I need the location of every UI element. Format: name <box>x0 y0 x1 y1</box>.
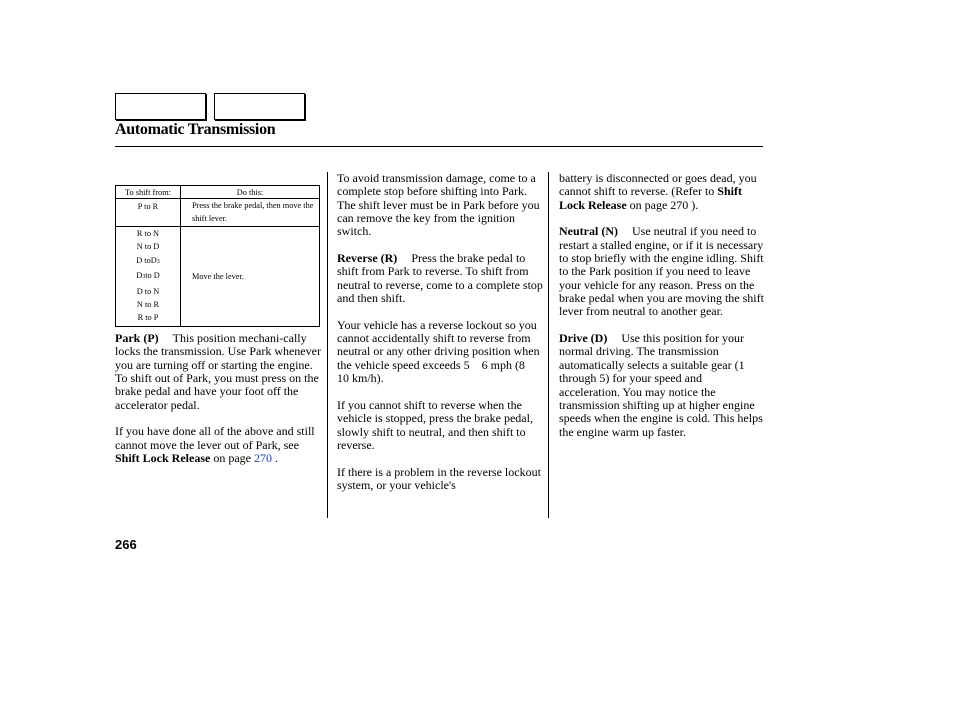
reverse-lockout-paragraph: Your vehicle has a reverse lockout so you cannot accidentally shift to reverse from neutral or any other driving position when the vehicle speed exceeds 5 6 mph (8 10 km/h). <box>337 317 543 386</box>
battery-paragraph: battery is disconnected or goes dead, you cannot shift to reverse. (Refer to Shift Lock Release on page 270 ). <box>559 171 757 212</box>
shift-move: D to N <box>136 286 160 296</box>
nav-button-index[interactable] <box>214 93 305 120</box>
shift-move: N to R <box>136 300 160 310</box>
shift-table <box>115 185 320 327</box>
neutral-paragraph: Neutral (N) Use neutral if you need to restart a stalled engine, or if it is necessary to stop briefly with the engine idling. Shift to the Park position if you need to leave your vehicle for any reason. Press on the brake pedal when you are moving the shift lever from neutral to another gear. <box>559 224 764 319</box>
cannot-shift-paragraph: If you cannot shift to reverse when the vehicle is stopped, press the brake pedal, slowly shift to neutral, and then shift to reverse. <box>337 397 533 452</box>
shift-table-row <box>116 199 320 227</box>
page-number: 266 <box>115 537 137 552</box>
column-divider-left <box>327 172 328 518</box>
column-3 <box>559 172 765 452</box>
shift-table-header-from: To shift from: <box>116 186 181 199</box>
park-heading: Park (P) <box>115 331 159 345</box>
park-damage-paragraph: To avoid transmission damage, come to a complete stop before shifting into Park. The shift lever must be in Park before you can remove the key from the ignition switch. <box>337 171 540 239</box>
shift-action-brake-then-lever: Press the brake pedal, then move the shift lever. <box>181 199 320 227</box>
column-1 <box>115 332 325 479</box>
shift-action-move-lever: Move the lever. <box>181 227 320 327</box>
shift-move: N to D <box>136 242 160 252</box>
shift-from-group <box>116 227 181 327</box>
nav-button-contents[interactable] <box>115 93 206 120</box>
shift-lock-release-ref: Shift Lock Release <box>559 184 742 212</box>
drive-heading: Drive (D) <box>559 331 608 346</box>
drive-paragraph: Drive (D) Use this position for your normal driving. The transmission automatically selects a suitable gear (1 through 5) for your speed and acceleration. You may notice the transmission shifting up at higher engine speeds when the engine is cold. This helps the engine warm up faster. <box>559 331 763 439</box>
shift-table-row <box>116 227 320 327</box>
shift-move: D toD3 <box>136 255 160 265</box>
shift-table-header-row <box>116 186 320 199</box>
park-paragraph <box>115 332 325 412</box>
shift-lock-release-ref: Shift Lock Release <box>115 451 211 466</box>
park-text: This position mechani-cally locks the transmission. Use Park whenever you are turning off or starting the engine. To shift out of Park, you must press on the brake pedal and have your foot off the accelerator pedal. <box>115 331 321 412</box>
column-2 <box>337 172 543 506</box>
column-divider-right <box>548 172 549 518</box>
shift-move: D3to D <box>136 271 160 281</box>
shift-table-header-action: Do this: <box>181 186 320 199</box>
reverse-heading: Reverse (R) <box>337 251 398 266</box>
shift-lock-paragraph: If you have done all of the above and still cannot move the lever out of Park, see Shift Lock Release on page 270 . <box>115 424 315 466</box>
reverse-paragraph: Reverse (R) Press the brake pedal to shift from Park to reverse. To shift from neutral to reverse, come to a complete stop and then shift. <box>337 251 543 306</box>
lockout-problem-paragraph: If there is a problem in the reverse lockout system, or your vehicle's <box>337 464 541 492</box>
shift-from-p-to-r: P to R <box>116 199 181 227</box>
shift-move: R to P <box>137 313 159 323</box>
page-270-link[interactable]: 270 <box>253 451 272 466</box>
neutral-heading: Neutral (N) <box>559 224 618 239</box>
shift-move: R to N <box>136 229 160 238</box>
title-rule <box>115 146 763 147</box>
page-title: Automatic Transmission <box>115 121 276 138</box>
